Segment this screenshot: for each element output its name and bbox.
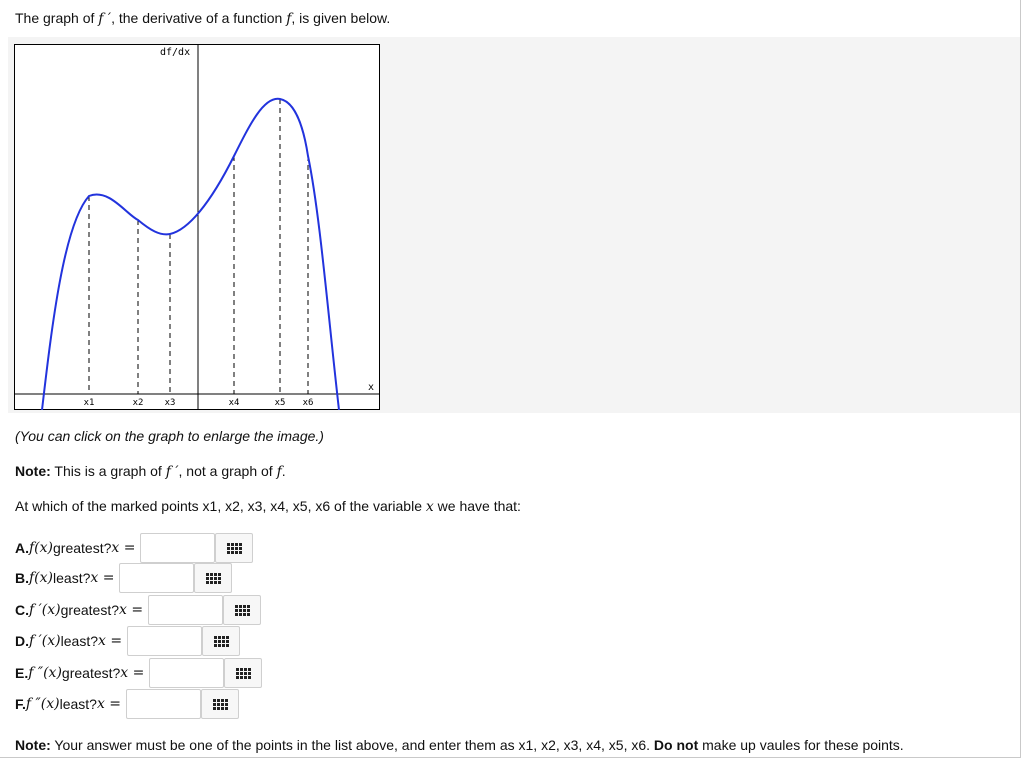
math-palette-button-b[interactable] — [194, 563, 232, 593]
x-axis-label: x — [368, 382, 375, 393]
question-e — [15, 658, 262, 688]
question-text: greatest? — [53, 540, 112, 556]
question-letter: F. — [15, 696, 26, 712]
math-palette-button-d[interactable] — [202, 626, 240, 656]
prompt-post: we have that: — [433, 498, 521, 514]
answer-input-a[interactable] — [141, 535, 214, 561]
question-letter: A. — [15, 540, 29, 556]
question-eq: x = — [119, 602, 144, 618]
note-pre: This is a graph of — [50, 463, 166, 479]
question-text: greatest? — [61, 665, 121, 681]
answer-field-c[interactable] — [148, 595, 223, 625]
intro-post: , is given below. — [291, 10, 391, 26]
math-palette-button-a[interactable] — [215, 533, 253, 563]
answer-input-b[interactable] — [120, 565, 193, 591]
question-label — [15, 540, 135, 556]
intro-fprime: f ′ — [98, 11, 112, 27]
question-letter: B. — [15, 570, 29, 586]
keypad-icon — [206, 573, 221, 584]
question-eq: x = — [120, 665, 145, 681]
keypad-icon — [214, 636, 229, 647]
question-text: least? — [60, 633, 98, 649]
answer-field-a[interactable] — [140, 533, 215, 563]
question-label — [15, 570, 114, 586]
tick-label-x1: x1 — [83, 398, 95, 408]
question-func: f(x) — [29, 540, 54, 556]
answer-field-b[interactable] — [119, 563, 194, 593]
keypad-icon — [236, 668, 251, 679]
prompt-pre: At which of the marked points x1, x2, x3, x4, x5, x6 of the variable — [15, 498, 426, 514]
keypad-icon — [213, 699, 228, 710]
question-text: least? — [53, 570, 91, 586]
note-label: Note: — [15, 463, 51, 479]
enlarge-hint: (You can click on the graph to enlarge the image.) — [15, 428, 324, 444]
answer-format-note — [15, 737, 904, 753]
question-letter: C. — [15, 602, 29, 618]
question-func: f(x) — [29, 570, 54, 586]
keypad-icon — [235, 605, 250, 616]
intro-text — [15, 10, 390, 27]
tick-label-x2: x2 — [132, 398, 144, 408]
question-eq: x = — [111, 540, 136, 556]
question-letter: D. — [15, 633, 29, 649]
note-f: f — [276, 464, 282, 480]
question-func: f ′(x) — [29, 633, 61, 649]
answer-field-f[interactable] — [126, 689, 201, 719]
intro-mid: , the derivative of a function — [111, 10, 287, 26]
question-prompt — [15, 498, 521, 515]
derivative-graph[interactable] — [14, 44, 380, 410]
y-axis-label: df/dx — [160, 47, 191, 58]
question-func: f ′(x) — [29, 602, 61, 618]
question-eq: x = — [96, 696, 122, 712]
math-palette-button-f[interactable] — [201, 689, 239, 719]
note-mid: , not a graph of — [178, 463, 277, 479]
question-label — [15, 602, 143, 618]
question-label — [15, 665, 144, 681]
intro-f: f — [286, 11, 292, 27]
note-fprime: f ′ — [165, 464, 179, 480]
question-f — [15, 689, 239, 719]
question-eq: x = — [98, 633, 123, 649]
question-text: greatest? — [60, 602, 120, 618]
footnote-post: make up vaules for these points. — [698, 737, 904, 753]
question-label — [15, 696, 121, 712]
prompt-var: x — [425, 499, 434, 515]
answer-field-d[interactable] — [127, 626, 202, 656]
graph-svg — [14, 44, 380, 410]
answer-input-c[interactable] — [149, 597, 222, 623]
question-a — [15, 533, 253, 563]
math-palette-button-e[interactable] — [224, 658, 262, 688]
graph-border — [15, 45, 380, 410]
tick-label-x6: x6 — [302, 398, 314, 408]
question-letter: E. — [15, 665, 29, 681]
question-d — [15, 626, 240, 656]
math-palette-button-c[interactable] — [223, 595, 261, 625]
answer-input-e[interactable] — [150, 660, 223, 686]
question-label — [15, 633, 122, 649]
answer-input-f[interactable] — [127, 691, 200, 717]
footnote-label: Note: — [15, 737, 51, 753]
question-c — [15, 595, 261, 625]
question-eq: x = — [90, 570, 115, 586]
tick-label-x3: x3 — [164, 398, 176, 408]
question-text: least? — [59, 696, 97, 712]
tick-label-x4: x4 — [228, 398, 240, 408]
question-func: f ″(x) — [25, 696, 60, 712]
keypad-icon — [227, 543, 242, 554]
question-func: f ″(x) — [28, 665, 62, 681]
note-graph-type — [15, 463, 286, 480]
answer-field-e[interactable] — [149, 658, 224, 688]
intro-pre: The graph of — [15, 10, 99, 26]
answer-input-d[interactable] — [128, 628, 201, 654]
footnote-emphasis: Do not — [653, 737, 699, 753]
note-post: . — [281, 463, 286, 479]
footnote-text: Your answer must be one of the points in the list above, and enter them as x1, x2, x3, x4, x5, x6. — [50, 737, 654, 753]
tick-label-x5: x5 — [274, 398, 286, 408]
question-b — [15, 563, 232, 593]
